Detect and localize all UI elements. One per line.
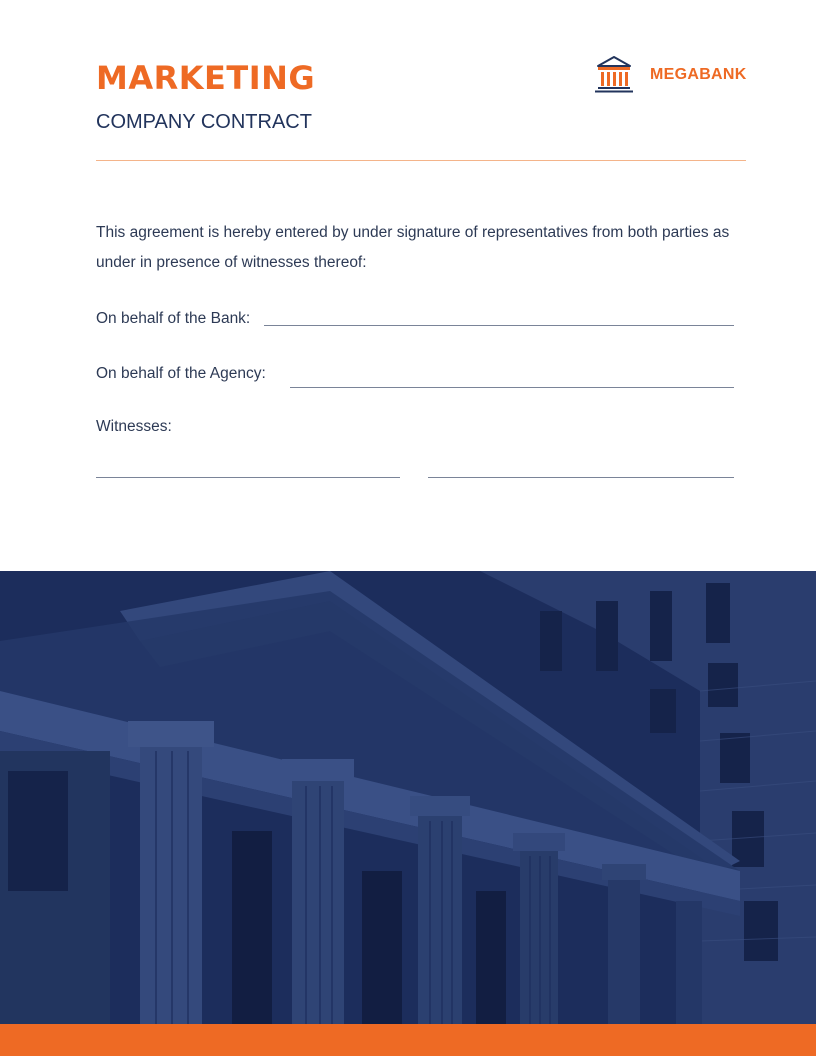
bank-signature-line[interactable]	[264, 325, 734, 326]
footer-accent-bar	[0, 1024, 816, 1056]
brand-name: MEGABANK	[650, 66, 747, 83]
agency-signature-line[interactable]	[290, 387, 734, 388]
document-title: MARKETING	[96, 59, 316, 97]
bank-facade-illustration	[0, 571, 816, 1024]
witness-1-signature-line[interactable]	[96, 477, 400, 478]
agreement-intro: This agreement is hereby entered by under signature of representatives from both parties as under in presence of witnesses thereof:	[96, 224, 730, 271]
bank-building-icon	[594, 56, 634, 94]
brand-logo	[594, 56, 747, 94]
witnesses-label: Witnesses:	[96, 418, 172, 435]
bank-signature-label: On behalf of the Bank:	[96, 310, 251, 327]
header-divider	[96, 160, 746, 161]
bank-building-photo	[0, 571, 816, 1024]
witness-2-signature-line[interactable]	[428, 477, 734, 478]
agency-signature-label: On behalf of the Agency:	[96, 365, 266, 382]
document-subtitle: COMPANY CONTRACT	[96, 111, 312, 133]
